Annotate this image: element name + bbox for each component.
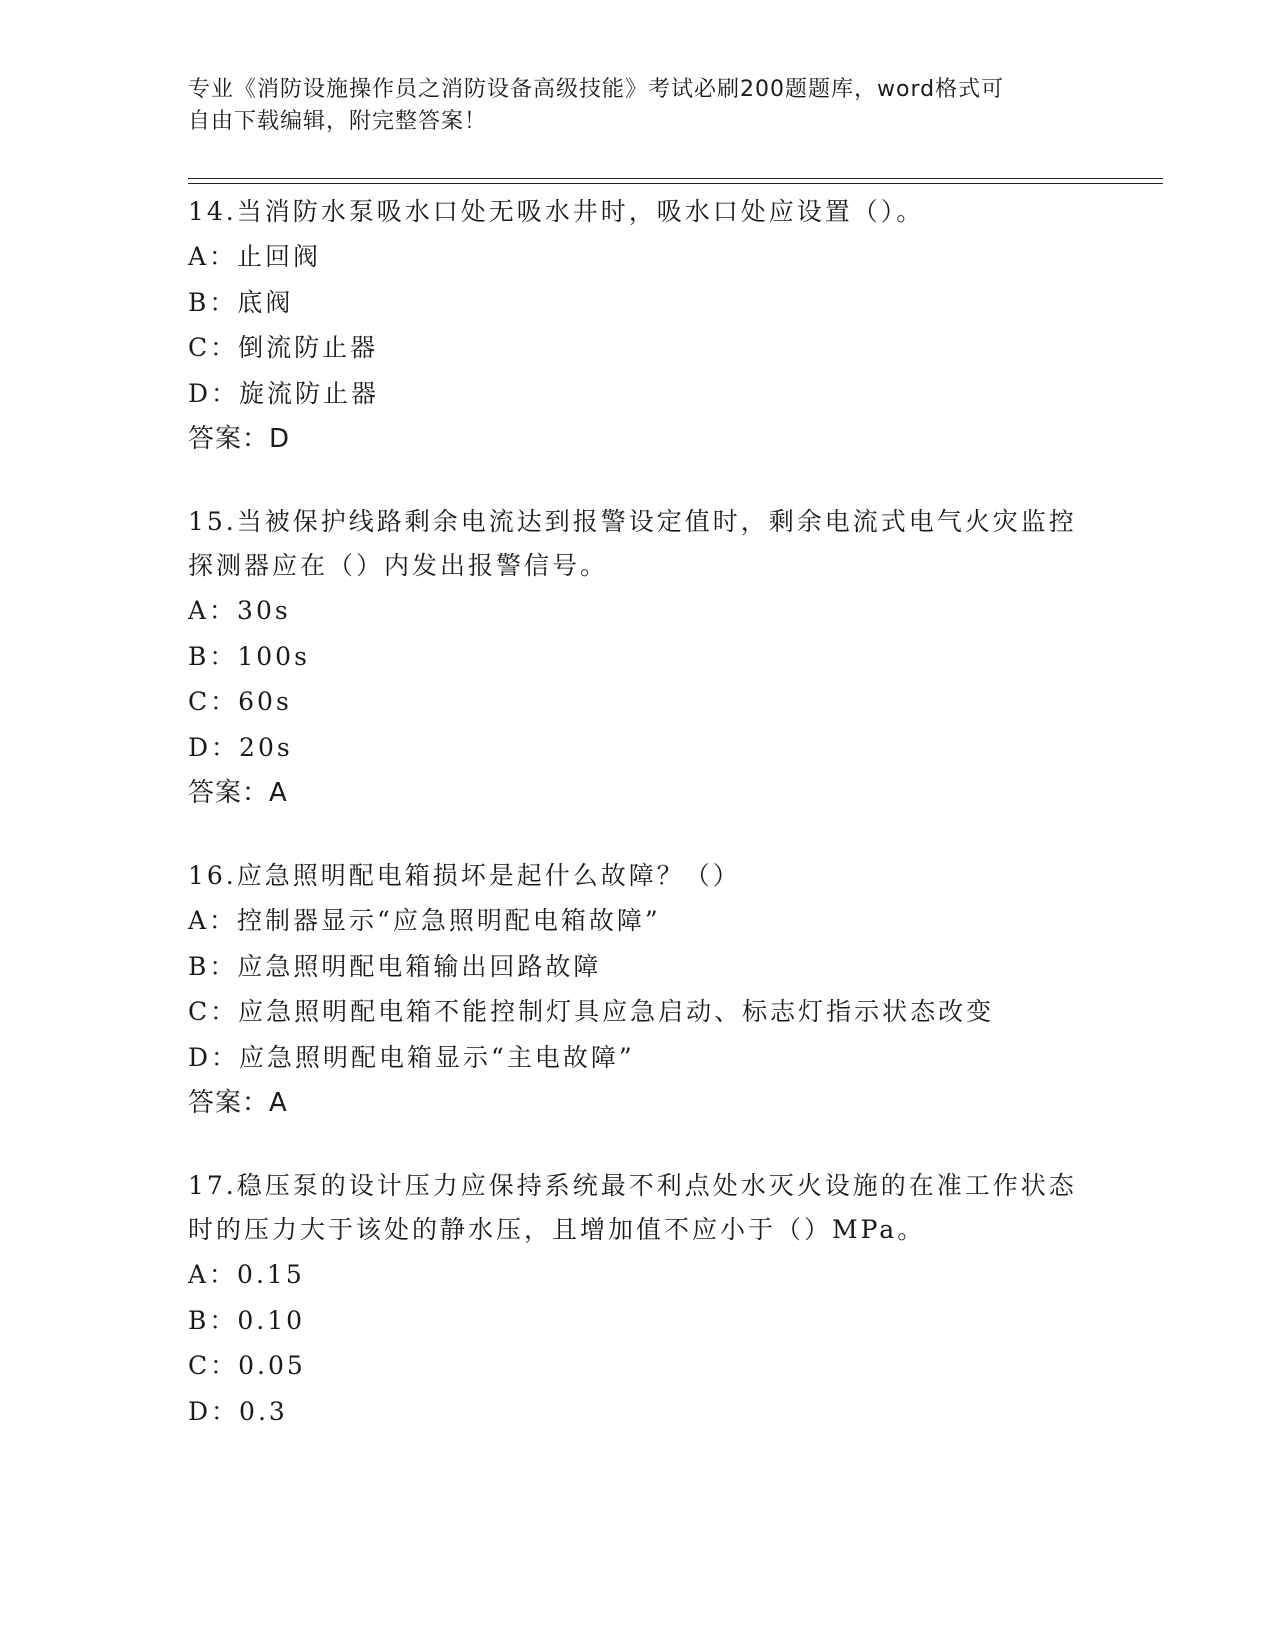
answer-line: 答案：A xyxy=(188,778,288,808)
option-c: C：倒流防止器 xyxy=(188,333,379,362)
option-a: A：止回阀 xyxy=(188,242,322,271)
option-d: D：旋流防止器 xyxy=(188,378,380,408)
question-text: 14.当消防水泵吸水口处无吸水井时，吸水口处应设置（）。 xyxy=(188,197,925,226)
option-a: A：控制器显示“应急照明配电箱故障” xyxy=(188,906,661,935)
option-c: C：60s xyxy=(188,687,292,716)
option-d: D：0.3 xyxy=(188,1396,288,1426)
answer-line: 答案：A xyxy=(188,1088,288,1118)
document-header xyxy=(188,74,1068,138)
header-line-2: 自由下载编辑，附完整答案！ xyxy=(188,109,488,134)
option-d: D：应急照明配电箱显示“主电故障” xyxy=(188,1042,635,1072)
option-a: A：30s xyxy=(188,596,291,625)
option-c: C：应急照明配电箱不能控制灯具应急启动、标志灯指示状态改变 xyxy=(188,997,995,1026)
option-d: D：20s xyxy=(188,732,293,762)
question-list xyxy=(188,190,1088,1472)
option-b: B：底阀 xyxy=(188,287,294,317)
question-14 xyxy=(188,190,1088,462)
header-divider-top xyxy=(188,178,1163,179)
question-text: 15.当被保护线路剩余电流达到报警设定值时，剩余电流式电气火灾监控探测器应在（）内发出报警信号。 xyxy=(188,507,1077,580)
option-b: B：100s xyxy=(188,641,310,671)
option-b: B：0.10 xyxy=(188,1305,306,1335)
question-text: 16.应急照明配电箱损坏是起什么故障？（） xyxy=(188,861,741,890)
question-text: 17.稳压泵的设计压力应保持系统最不利点处水灭火设施的在准工作状态时的压力大于该处的静水压，且增加值不应小于（）MPa。 xyxy=(188,1171,1077,1244)
option-c: C：0.05 xyxy=(188,1351,306,1380)
question-17 xyxy=(188,1164,1088,1434)
option-b: B：应急照明配电箱输出回路故障 xyxy=(188,951,602,981)
question-16 xyxy=(188,854,1088,1126)
header-divider-bottom xyxy=(188,183,1163,184)
option-a: A：0.15 xyxy=(188,1260,305,1289)
answer-line: 答案：D xyxy=(188,424,291,454)
header-line-1: 专业《消防设施操作员之消防设备高级技能》考试必刷200题题库，word格式可 xyxy=(188,77,1005,102)
question-15 xyxy=(188,500,1088,816)
